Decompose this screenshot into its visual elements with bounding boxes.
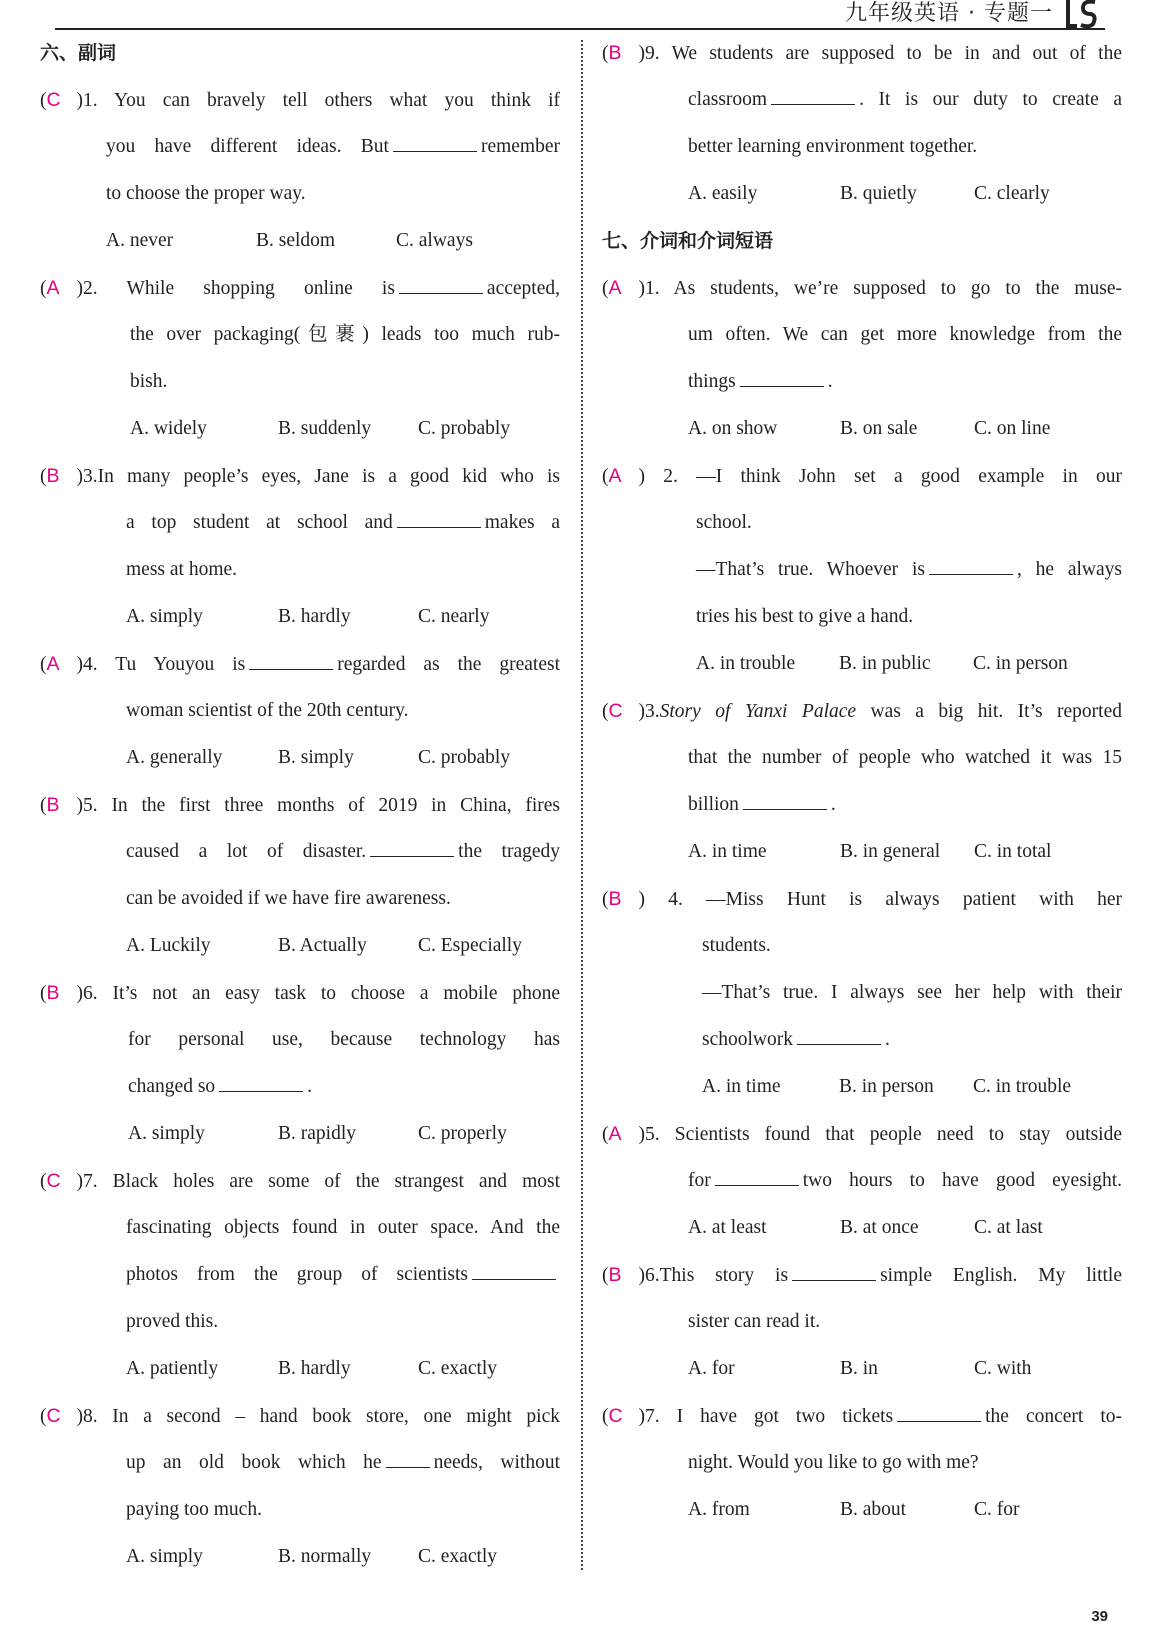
column-divider [581,40,583,1570]
question-line: (A )5. Scientists found that people need to stay outside [602,1119,1122,1166]
answer-mark: B [46,465,60,487]
question-line: caused a lot of disaster. the tragedy [40,837,560,884]
answer-mark: B [46,982,60,1004]
question-line: (C )1. You can bravely tell others what you think if [40,85,560,132]
answer-mark: A [608,465,622,487]
answer-blank [797,1026,881,1045]
question-line: changed so . [40,1072,560,1119]
question-line: (C )8. In a second – hand book store, one might pick [40,1401,560,1448]
answer-options: A. never B. seldom C. always [106,230,473,251]
answer-blank [370,838,454,857]
answer-options: A. widely B. suddenly C. probably [130,418,511,439]
answer-mark: A [608,277,622,299]
question-line: the over packaging(包裹) leads too much rub- [130,324,560,345]
question-line: (A )1. As students, we’re supposed to go to the muse- [602,273,1122,320]
question-line: night. Would you like to go with me? [688,1452,979,1473]
answer-mark: C [46,1170,61,1192]
answer-mark: B [608,1264,622,1286]
publisher-logo-icon [1065,0,1101,28]
question-line: —That’s true. I always see her help with their [702,982,1122,1003]
answer-options: A. on show B. on sale C. on line [688,418,1051,439]
answer-options: A. simply B. normally C. exactly [126,1546,498,1567]
question-line: mess at home. [126,559,238,580]
answer-blank [393,133,477,152]
question-line: a top student at school and makes a [40,508,560,555]
answer-blank [771,86,855,105]
question-line: proved this. [126,1311,219,1332]
question-line: (C )7. Black holes are some of the strangest and most [40,1166,560,1213]
answer-options: A. easily B. quietly C. clearly [688,183,1050,204]
question-line: schoolwork . [602,1025,1122,1072]
question-line: (B )5. In the first three months of 2019 in China, fires [40,790,560,837]
answer-options: A. for B. in C. with [688,1358,1032,1379]
section-title-adverbs: 六、副词 [40,42,117,64]
question-line: um often. We can get more knowledge from the [688,324,1122,345]
answer-options: A. in time B. in person C. in trouble [702,1076,1072,1097]
right-column [602,38,1122,1542]
question-line: (B )6.This story is simple English. My little [602,1260,1122,1307]
question-line: for two hours to have good eyesight. [602,1166,1122,1213]
question-line: bish. [130,371,168,392]
answer-blank [740,368,824,387]
answer-options: A. generally B. simply C. probably [126,747,511,768]
question-line: can be avoided if we have fire awareness. [126,888,451,909]
answer-mark: B [608,42,622,64]
page-header [55,0,1105,30]
question-line: (C )3.Story of Yanxi Palace was a big hit. It’s reported [602,696,1122,743]
question-line: (A ) 2. —I think John set a good example in our [602,461,1122,508]
answer-blank [219,1073,303,1092]
answer-options: A. at least B. at once C. at last [688,1217,1043,1238]
answer-options: A. in time B. in general C. in total [688,841,1052,862]
answer-mark: C [46,1405,61,1427]
answer-blank [399,275,483,294]
answer-blank [929,556,1013,575]
question-line: (A )2. While shopping online is accepted, [40,273,560,320]
question-line: sister can read it. [688,1311,821,1332]
question-line: students. [702,935,771,956]
question-line: —That’s true. Whoever is , he always [602,555,1122,602]
answer-options: A. in trouble B. in public C. in person [696,653,1068,674]
question-line: (B )3.In many people’s eyes, Jane is a good kid who is [40,461,560,508]
answer-mark: B [46,794,60,816]
answer-options: A. simply B. rapidly C. properly [128,1123,507,1144]
question-line: up an old book which he needs, without [40,1448,560,1495]
answer-options: A. simply B. hardly C. nearly [126,606,490,627]
answer-options: A. patiently B. hardly C. exactly [126,1358,498,1379]
answer-mark: A [46,277,60,299]
question-line: paying too much. [126,1499,262,1520]
question-line: (C )7. I have got two tickets the concert to- [602,1401,1122,1448]
answer-mark: A [46,653,60,675]
answer-blank [792,1262,876,1281]
question-line: that the number of people who watched it was 15 [688,747,1122,768]
answer-options: A. from B. about C. for [688,1499,1020,1520]
question-line: school. [696,512,752,533]
question-line: for personal use, because technology has [128,1029,560,1050]
question-line: woman scientist of the 20th century. [126,700,409,721]
answer-mark: C [608,700,623,722]
answer-mark: B [608,888,622,910]
question-line: (B ) 4. —Miss Hunt is always patient with her [602,884,1122,931]
answer-options: A. Luckily B. Actually C. Especially [126,935,522,956]
answer-mark: C [46,89,61,111]
question-line: fascinating objects found in outer space. And the [126,1217,560,1238]
question-line: you have different ideas. But remember [40,132,560,179]
answer-blank [397,509,481,528]
answer-blank [897,1403,981,1422]
question-line: (B )6. It’s not an easy task to choose a mobile phone [40,978,560,1025]
answer-mark: C [608,1405,623,1427]
question-line: billion . [602,790,1122,837]
question-line: (B )9. We students are supposed to be in and out of the [602,38,1122,85]
question-line: tries his best to give a hand. [696,606,914,627]
question-line: photos from the group of scientists [40,1260,560,1307]
answer-blank [386,1449,430,1468]
answer-blank [715,1167,799,1186]
header-title: 九年级英语 · 专题一 [845,1,1053,26]
section-title-prepositions: 七、介词和介词短语 [602,230,774,252]
question-line: to choose the proper way. [106,183,306,204]
question-line: things . [602,367,1122,414]
question-line: better learning environment together. [688,136,978,157]
question-line: classroom . It is our duty to create a [602,85,1122,132]
answer-mark: A [608,1123,622,1145]
answer-blank [249,651,333,670]
answer-blank [743,791,827,810]
question-line: (A )4. Tu Youyou is regarded as the greatest [40,649,560,696]
page-number: 39 [1091,1608,1108,1625]
answer-blank [472,1261,556,1280]
left-column [40,38,560,1589]
